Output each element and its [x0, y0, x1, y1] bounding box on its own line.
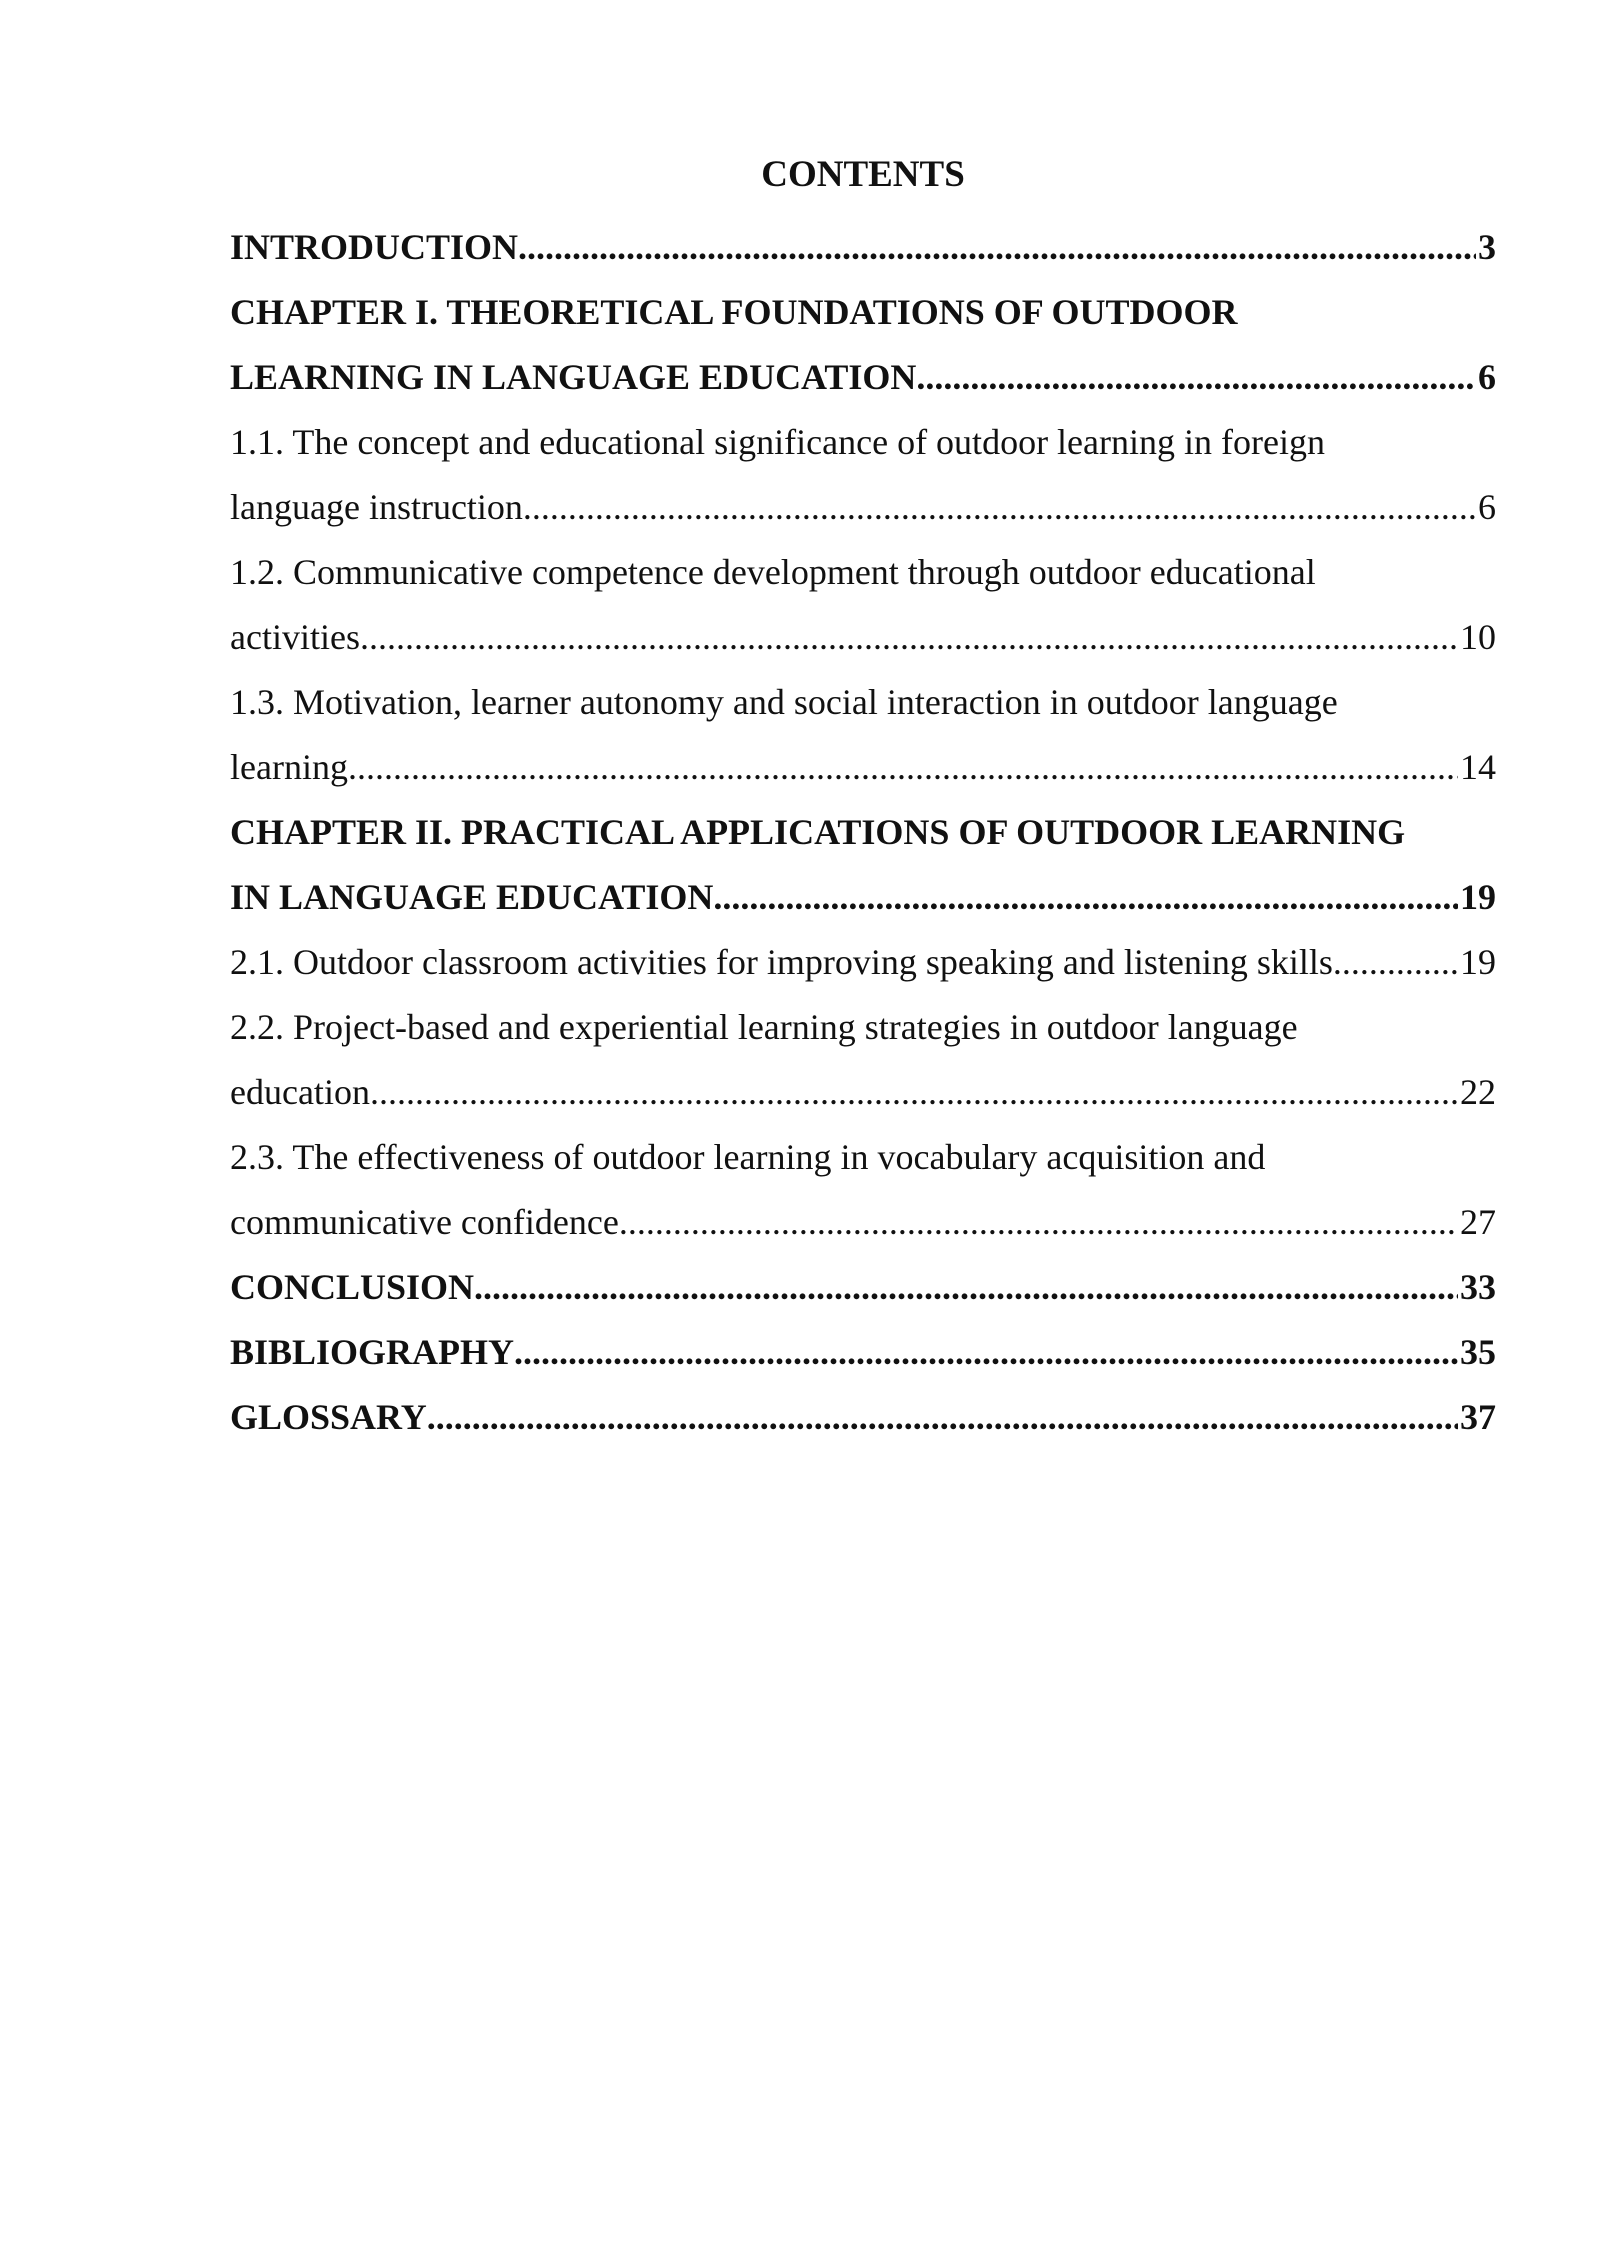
toc-entry-text-line: 1.2. Communicative competence development through outdoor educational: [230, 552, 1316, 592]
toc-entry-title: 2.1. Outdoor classroom activities for improving speaking and listening skills: [230, 942, 1333, 982]
toc-entry[interactable]: [230, 1255, 1496, 1320]
contents-title: CONTENTS: [761, 154, 965, 195]
toc-entry-title: IN LANGUAGE EDUCATION: [230, 877, 714, 917]
toc-entry-title: learning: [230, 747, 348, 787]
page-number: 3: [1478, 227, 1496, 267]
toc-entry[interactable]: [230, 410, 1496, 540]
page-number: 35: [1460, 1332, 1496, 1372]
page-number: 37: [1460, 1397, 1496, 1437]
toc-entry-title: GLOSSARY: [230, 1397, 427, 1437]
toc-entry-text-line: CHAPTER II. PRACTICAL APPLICATIONS OF OUTDOOR LEARNING: [230, 812, 1406, 852]
toc-entry-title: BIBLIOGRAPHY: [230, 1332, 515, 1372]
toc-entry[interactable]: [230, 930, 1496, 995]
page-number: 6: [1478, 487, 1496, 527]
toc-entry-leader-line: [230, 605, 1496, 670]
page-number: 27: [1460, 1202, 1496, 1242]
toc-entry-leader-line: [230, 215, 1496, 280]
dot-leader: [370, 1060, 1458, 1125]
toc-entry[interactable]: [230, 1125, 1496, 1255]
dot-leader: [518, 215, 1476, 280]
toc-entry-leader-line: [230, 1255, 1496, 1320]
toc-entry-title: LEARNING IN LANGUAGE EDUCATION: [230, 357, 917, 397]
toc-entry[interactable]: [230, 1385, 1496, 1450]
toc-entry-text-line: 2.3. The effectiveness of outdoor learning in vocabulary acquisition and: [230, 1137, 1266, 1177]
toc-entry[interactable]: [230, 280, 1496, 410]
toc-entry-leader-line: [230, 1060, 1496, 1125]
dot-leader: [427, 1385, 1458, 1450]
table-of-contents: [230, 215, 1496, 1450]
dot-leader: [348, 735, 1458, 800]
toc-entry[interactable]: [230, 670, 1496, 800]
toc-entry-title: communicative confidence: [230, 1202, 619, 1242]
dot-leader: [619, 1190, 1458, 1255]
document-page: [230, 150, 1496, 1450]
dot-leader: [514, 1320, 1458, 1385]
page-number: 19: [1460, 942, 1496, 982]
toc-entry-text-line: CHAPTER I. THEORETICAL FOUNDATIONS OF OUTDOOR: [230, 292, 1238, 332]
toc-entry[interactable]: [230, 540, 1496, 670]
toc-entry[interactable]: [230, 800, 1496, 930]
page-number: 6: [1478, 357, 1496, 397]
toc-entry-leader-line: [230, 1190, 1496, 1255]
toc-entry-text-line: 1.1. The concept and educational significance of outdoor learning in foreign: [230, 422, 1325, 462]
toc-entry-leader-line: [230, 1320, 1496, 1385]
toc-entry-text-line: 1.3. Motivation, learner autonomy and social interaction in outdoor language: [230, 682, 1338, 722]
page-number: 33: [1460, 1267, 1496, 1307]
toc-entry-title: INTRODUCTION: [230, 227, 519, 267]
page-number: 19: [1460, 877, 1496, 917]
toc-entry-leader-line: [230, 345, 1496, 410]
toc-entry-leader-line: [230, 735, 1496, 800]
toc-entry-leader-line: [230, 475, 1496, 540]
toc-entry-leader-line: [230, 865, 1496, 930]
page-number: 22: [1460, 1072, 1496, 1112]
toc-entry[interactable]: [230, 1320, 1496, 1385]
dot-leader: [713, 865, 1458, 930]
toc-entry[interactable]: [230, 215, 1496, 280]
toc-entry-leader-line: [230, 1385, 1496, 1450]
dot-leader: [474, 1255, 1458, 1320]
page-number: 10: [1460, 617, 1496, 657]
dot-leader: [360, 605, 1458, 670]
toc-entry-title: language instruction: [230, 487, 523, 527]
dot-leader: [523, 475, 1476, 540]
toc-entry-title: activities: [230, 617, 360, 657]
dot-leader: [1333, 930, 1458, 995]
toc-entry-leader-line: [230, 930, 1496, 995]
page-number: 14: [1460, 747, 1496, 787]
toc-entry-text-line: 2.2. Project-based and experiential learning strategies in outdoor language: [230, 1007, 1298, 1047]
toc-entry-title: education: [230, 1072, 370, 1112]
toc-entry[interactable]: [230, 995, 1496, 1125]
dot-leader: [916, 345, 1476, 410]
toc-entry-title: CONCLUSION: [230, 1267, 475, 1307]
